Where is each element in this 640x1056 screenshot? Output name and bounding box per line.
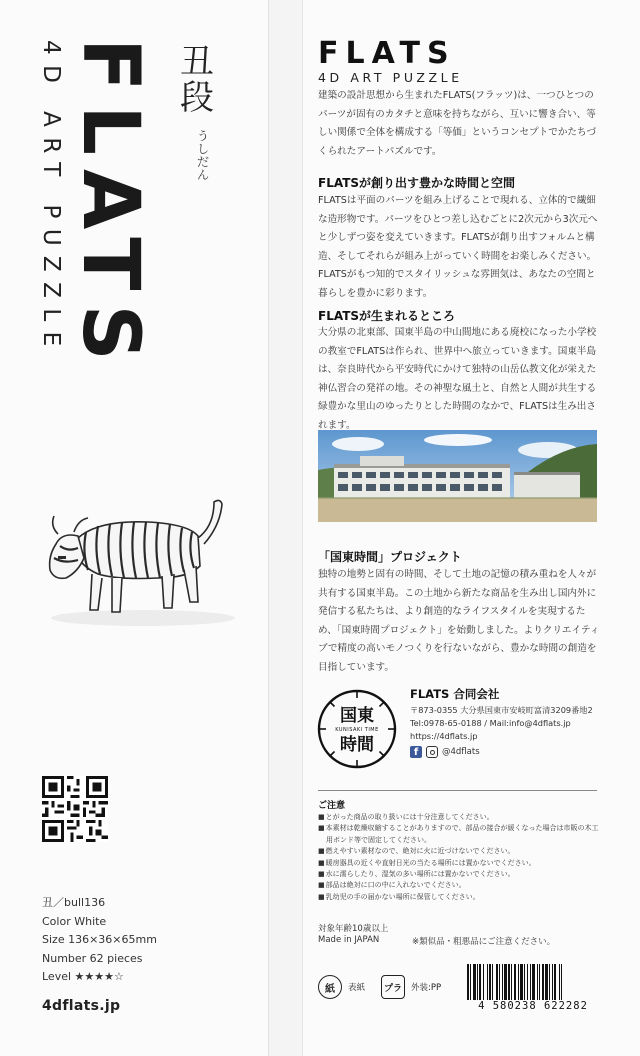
plastic-label: 外装:PP bbox=[411, 983, 442, 993]
barcode-number: 4 580238 622282 bbox=[465, 1000, 601, 1012]
section-body: FLATSは平面のパーツを組み上げることで現れる、立体的で繊細な造形物です。パーツをひとつ差し込むごとに2次元から3次元へと少しずつ姿を変えていきます。FLATSが創り出すフォルムと構造、そしてそれらが組み上がっていく時間をお楽しみください。FLATSがもつ知的でスタイリッシュな雰囲気は、あなたの空間と暮らしを豊かに彩ります。 bbox=[318, 195, 598, 299]
vertical-subtitle bbox=[36, 40, 66, 400]
caution-item: ■ 水に濡らしたり、湿気の多い場所には置かないでください。 bbox=[318, 869, 600, 880]
section-body: 独特の地勢と固有の時間、そして土地の記憶の積み重ねを人々が共有する国東半島。この土地から新たな商品を生み出し国内外に発信する私たちは、より創造的なライフスタイルを実現するため、「国東時間プロジェクト」を始動しました。よりクリエイティブで精度の高いモノつくりを行ないながら、豊かな時間の創造を目指しています。 bbox=[318, 569, 600, 673]
product-reading bbox=[196, 130, 210, 182]
facebook-icon[interactable]: f bbox=[410, 746, 422, 758]
vertical-title-text: FLATS bbox=[65, 38, 155, 375]
spec-level: Level ★★★★☆ bbox=[42, 970, 124, 984]
paper-label: 表紙 bbox=[348, 983, 366, 993]
caution-list bbox=[318, 812, 600, 903]
company-address: 〒873-0355 大分県国東市安岐町富清3209番地2 bbox=[410, 705, 593, 715]
intro-paragraph: 建築の設計思想から生まれたFLATS(フラッツ)は、一つひとつのパーツが固有のカタチと意味を持ちながら、互いに響き合い、等しい関係で全体を構成する「等価」というコンセプトでかたちづくられたアートパズルです。 bbox=[318, 90, 597, 157]
caution-item: ■ 乳幼児の手の届かない場所に保管してください。 bbox=[318, 892, 600, 903]
spec-color: Color White bbox=[42, 914, 107, 928]
plastic-recycle-icon: プラ bbox=[381, 975, 405, 999]
reading-char: う bbox=[196, 129, 209, 143]
qr-code[interactable] bbox=[42, 776, 108, 842]
fold-line bbox=[268, 0, 269, 1056]
bull-puzzle-image bbox=[38, 486, 238, 636]
instagram-icon[interactable] bbox=[426, 746, 438, 758]
reading-char: だ bbox=[196, 155, 209, 169]
spec-size: Size 136×36×65mm bbox=[42, 933, 157, 947]
company-contact[interactable]: Tel:0978-65-0188 / Mail:info@4dflats.jp bbox=[410, 718, 571, 728]
product-spec bbox=[42, 894, 157, 987]
caution-item: ■ 本素材は乾燥収縮することがありますので、部品の接合が緩くなった場合は市販の木工用ボンド等で固定してください。 bbox=[318, 823, 600, 846]
paper-recycle-icon: 紙 bbox=[318, 975, 342, 999]
section-heading: 「国東時間」プロジェクト bbox=[318, 550, 462, 564]
caution-item: ■ 部品は絶対に口の中に入れないでください。 bbox=[318, 880, 600, 891]
social-links bbox=[410, 745, 480, 759]
section-heading: FLATSが生まれるところ bbox=[318, 309, 456, 323]
social-handle[interactable]: @4dflats bbox=[442, 747, 480, 757]
caution-item: ■ とがった商品の取り扱いには十分注意してください。 bbox=[318, 812, 600, 823]
recycle-marks bbox=[318, 975, 441, 999]
made-in-label: Made in JAPAN bbox=[318, 935, 380, 945]
logo-kanji-bottom: 時間 bbox=[340, 735, 374, 755]
caution-item: ■ 燃えやすい素材なので、絶対に火に近づけないでください。 bbox=[318, 846, 600, 857]
reading-char: ん bbox=[196, 168, 209, 182]
product-kanji bbox=[180, 44, 216, 116]
spine-strip bbox=[269, 0, 302, 1056]
kunisaki-time-logo bbox=[316, 688, 398, 770]
section-body: 大分県の北東部、国東半島の中山間地にある廃校になった小学校の教室でFLATSは作られ、世界中へ旅立っていきます。国東半島は、奈良時代から平安時代にかけて独特の山岳仏教文化が栄えた神仏習合の発祥の地。その神聖な風土と、自然と人間が共生する緑豊かな里山のゆったりとした時間のなかで、FLATSは生み出されます。 bbox=[318, 327, 597, 431]
brand-logo: FLATS bbox=[318, 36, 456, 71]
logo-kanji-top: 国東 bbox=[340, 706, 374, 726]
website-link[interactable]: 4dflats.jp bbox=[42, 998, 121, 1014]
kanji-char: 段 bbox=[180, 78, 214, 118]
section-heading: FLATSが創り出す豊かな時間と空間 bbox=[318, 176, 516, 190]
brand-subtitle: 4D ART PUZZLE bbox=[318, 70, 463, 85]
school-photo bbox=[318, 430, 597, 522]
reading-char: し bbox=[196, 142, 209, 156]
caution-title: ご注意 bbox=[318, 801, 346, 811]
spec-code: 丑／bull136 bbox=[42, 896, 106, 909]
divider bbox=[318, 790, 597, 791]
spec-number: Number 62 pieces bbox=[42, 951, 143, 965]
company-url[interactable]: https://4dflats.jp bbox=[410, 731, 478, 741]
age-label: 対象年齢10歳以上 bbox=[318, 924, 389, 934]
vertical-title bbox=[65, 38, 155, 375]
fold-line bbox=[302, 0, 303, 1056]
vertical-subtitle-text: 4D ART PUZZLE bbox=[38, 40, 64, 357]
imitation-warning: ※類似品・粗悪品にご注意ください。 bbox=[412, 937, 556, 947]
logo-latin: KUNISAKI TIME bbox=[335, 727, 379, 733]
company-name: FLATS 合同会社 bbox=[410, 687, 500, 701]
caution-item: ■ 暖房器具の近くや直射日光の当たる場所には置かないでください。 bbox=[318, 858, 600, 869]
kanji-char: 丑 bbox=[180, 42, 214, 82]
